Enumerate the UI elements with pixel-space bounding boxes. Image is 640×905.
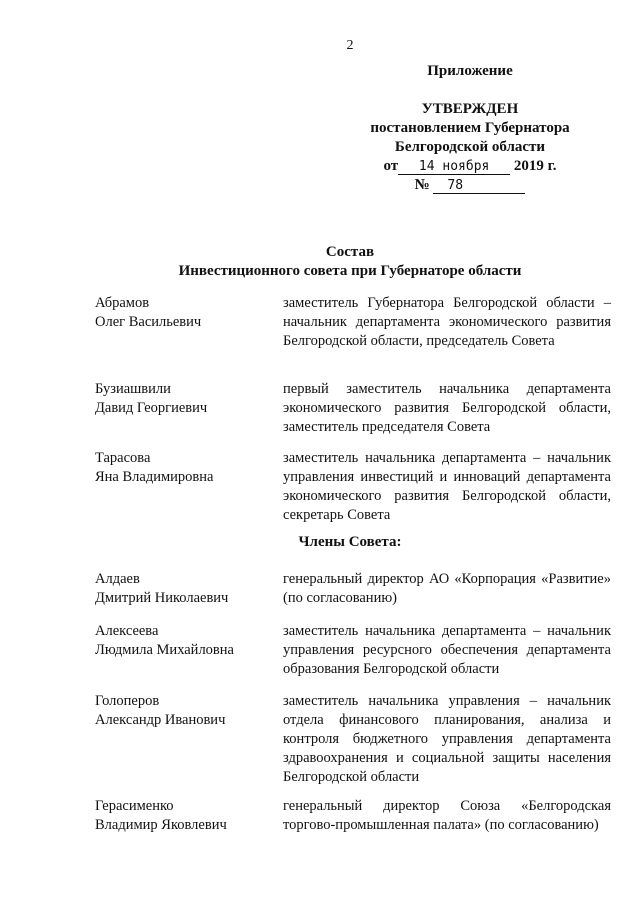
- person-role: первый заместитель начальника департамента экономического развития Белгородской области, заместитель председателя Совета: [283, 381, 611, 435]
- person-given-name: Олег Васильевич: [95, 314, 202, 330]
- person-given-name: Александр Иванович: [95, 712, 226, 728]
- person-name: [95, 570, 275, 608]
- person-role: генеральный директор АО «Корпорация «Развитие» (по согласованию): [283, 571, 611, 606]
- number-value: 78: [433, 178, 525, 194]
- person-given-name: Яна Владимировна: [95, 469, 214, 485]
- appendix-label: Приложение: [427, 63, 513, 79]
- person-surname: Голоперов: [95, 693, 160, 709]
- person-role: генеральный директор Союза «Белгородская торгово-промышленная палата» (по согласованию): [283, 798, 611, 833]
- person-surname: Абрамов: [95, 295, 150, 311]
- approval-block: [330, 62, 610, 195]
- person-given-name: Владимир Яковлевич: [95, 817, 227, 833]
- person-role: заместитель начальника управления – начальник отдела финансового планирования, анализа и контроля бюджетного управления департамента здравоохранения и социальной защиты населения Белгородской области: [283, 693, 611, 785]
- person-surname: Герасименко: [95, 798, 174, 814]
- page-number: 2: [346, 38, 354, 53]
- title-line-2: Инвестиционного совета при Губернаторе области: [178, 263, 522, 279]
- person-given-name: Дмитрий Николаевич: [95, 590, 229, 606]
- date-prefix: от: [383, 158, 399, 174]
- members-heading: Члены Совета:: [298, 534, 402, 550]
- date-value: 14 ноября: [398, 159, 510, 175]
- person-name: [95, 380, 275, 418]
- person-name: [95, 294, 275, 332]
- person-name: [95, 692, 275, 730]
- number-prefix: №: [414, 177, 430, 193]
- date-line: [330, 157, 610, 176]
- date-year: 2019 г.: [513, 158, 557, 174]
- document-title: [0, 243, 640, 281]
- person-given-name: Людмила Михайловна: [95, 642, 234, 658]
- person-name: [95, 622, 275, 660]
- region-line: Белгородской области: [394, 139, 546, 155]
- person-role: заместитель Губернатора Белгородской области – начальник департамента экономического развития Белгородской области, председатель Совета: [283, 295, 611, 349]
- person-surname: Бузиашвили: [95, 381, 171, 397]
- number-line: [330, 176, 610, 195]
- title-line-1: Состав: [325, 244, 375, 260]
- person-given-name: Давид Георгиевич: [95, 400, 208, 416]
- approved-label: УТВЕРЖДЕН: [421, 101, 519, 117]
- person-role: заместитель начальника департамента – начальник управления инвестиций и инноваций департамента экономического развития Белгородской области, секретарь Совета: [283, 450, 611, 523]
- approved-by-line: постановлением Губернатора: [370, 120, 570, 136]
- person-surname: Алдаев: [95, 571, 140, 587]
- person-surname: Тарасова: [95, 450, 151, 466]
- person-name: [95, 449, 275, 487]
- person-name: [95, 797, 275, 835]
- person-role: заместитель начальника департамента – начальник управления ресурсного обеспечения департамента образования Белгородской области: [283, 623, 611, 677]
- person-surname: Алексеева: [95, 623, 159, 639]
